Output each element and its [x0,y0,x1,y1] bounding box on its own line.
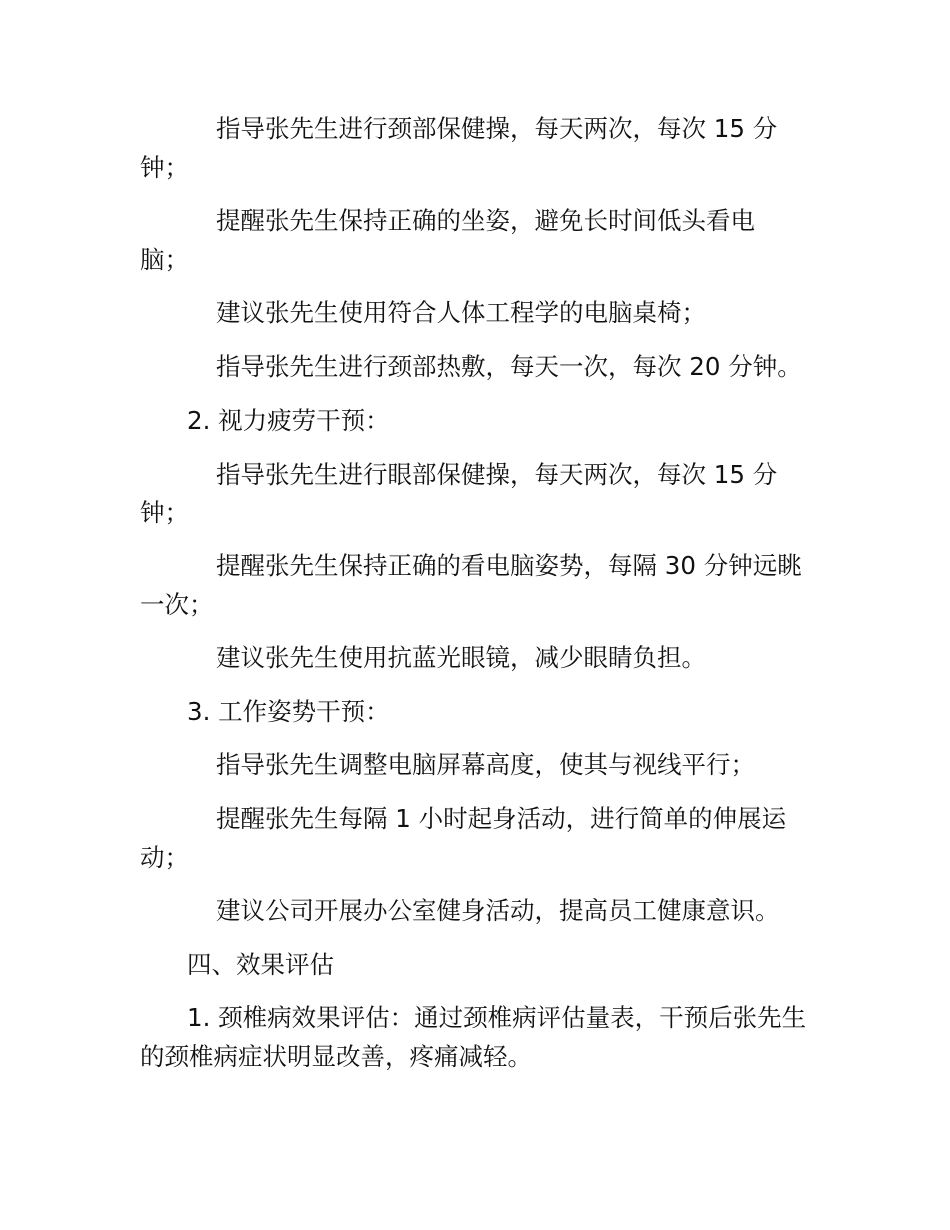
paragraph-line: 1. 颈椎病效果评估：通过颈椎病评估量表，干预后张先生 [187,1003,807,1032]
paragraph-line: 建议张先生使用符合人体工程学的电脑桌椅； [216,298,706,327]
paragraph-line: 指导张先生进行颈部热敷，每天一次，每次 20 分钟。 [216,352,802,381]
section-heading: 3. 工作姿势干预： [187,697,390,726]
paragraph-line: 提醒张先生保持正确的看电脑姿势，每隔 30 分钟远眺 [216,551,802,580]
paragraph-line: 指导张先生进行颈部保健操，每天两次，每次 15 分 [216,114,778,143]
paragraph-line: 动； [140,843,189,872]
paragraph-line: 钟； [140,498,189,527]
paragraph-line: 一次； [140,590,214,619]
paragraph-line: 指导张先生进行眼部保健操，每天两次，每次 15 分 [216,460,778,489]
paragraph-line: 脑； [140,245,189,274]
paragraph-line: 的颈椎病症状明显改善，疼痛减轻。 [140,1042,532,1071]
paragraph-line: 建议公司开展办公室健身活动，提高员工健康意识。 [216,896,780,925]
section-heading: 四、效果评估 [187,950,334,979]
section-heading: 2. 视力疲劳干预： [187,406,390,435]
paragraph-line: 提醒张先生保持正确的坐姿，避免长时间低头看电 [216,206,755,235]
paragraph-line: 钟； [140,153,189,182]
paragraph-line: 提醒张先生每隔 1 小时起身活动，进行简单的伸展运 [216,804,787,833]
paragraph-line: 建议张先生使用抗蓝光眼镜，减少眼睛负担。 [216,643,706,672]
paragraph-line: 指导张先生调整电脑屏幕高度，使其与视线平行； [216,750,755,779]
